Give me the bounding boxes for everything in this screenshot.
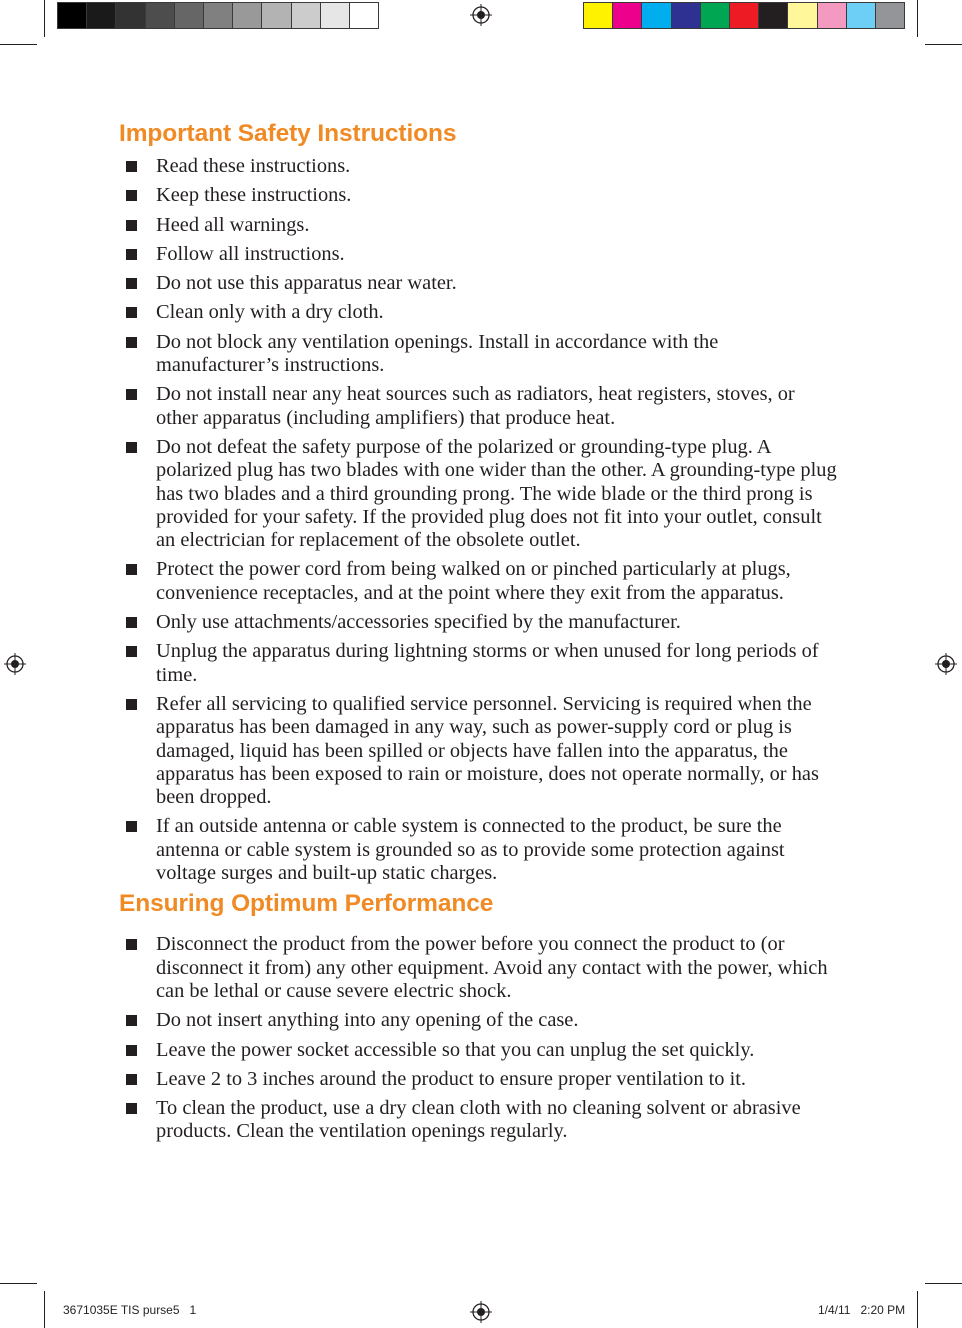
list-item: [119, 1068, 841, 1091]
square-bullet-icon: [126, 699, 137, 710]
square-bullet-icon: [126, 278, 137, 289]
list-item: [119, 693, 841, 809]
list-item: [119, 272, 841, 295]
color-swatch: [818, 3, 847, 28]
crop-mark: [44, 1291, 45, 1328]
list-item: [119, 383, 841, 430]
list-item-text: Keep these instructions.: [156, 184, 352, 207]
color-swatch: [321, 3, 350, 28]
list-item-text: Do not insert anything into any opening of the case.: [156, 1009, 579, 1032]
list-item-text: Follow all instructions.: [156, 242, 345, 265]
registration-mark-icon: [470, 4, 492, 26]
color-swatch: [292, 3, 321, 28]
page-content: [119, 118, 841, 1150]
list-item-text: Clean only with a dry cloth.: [156, 301, 384, 324]
color-swatch: [847, 3, 876, 28]
square-bullet-icon: [126, 1074, 137, 1085]
square-bullet-icon: [126, 939, 137, 950]
list-item-text: Leave 2 to 3 inches around the product to ensure proper ventilation to it.: [156, 1067, 747, 1090]
list-item-text: Refer all servicing to qualified service personnel. Servicing is required when the apparatus has been damaged in any way, such as power-supply cord or plug is damaged, liquid has been spilled or objects have fallen into the apparatus, the apparatus has been exposed to rain or moisture, does not operate normally, or has been dropped.: [156, 692, 819, 809]
list-item-text: Disconnect the product from the power before you connect the product to (or disconnect it from) any other equipment. Avoid any contact with the power, which can be lethal or cause severe electric shock.: [156, 933, 828, 1002]
list-item: [119, 436, 841, 552]
performance-tips-list: [119, 933, 841, 1143]
color-swatch: [876, 3, 904, 28]
list-item: [119, 1039, 841, 1062]
list-item: [119, 558, 841, 605]
square-bullet-icon: [126, 249, 137, 260]
color-swatch: [87, 3, 116, 28]
square-bullet-icon: [126, 337, 137, 348]
list-item: [119, 1009, 841, 1032]
list-item-text: Do not use this apparatus near water.: [156, 272, 457, 295]
crop-mark: [925, 44, 962, 45]
square-bullet-icon: [126, 307, 137, 318]
registration-mark-icon: [4, 653, 26, 675]
crop-mark: [44, 0, 45, 37]
list-item: [119, 243, 841, 266]
square-bullet-icon: [126, 190, 137, 201]
list-item: [119, 933, 841, 1003]
crop-mark: [917, 0, 918, 37]
color-swatch: [759, 3, 788, 28]
list-item: [119, 1097, 841, 1144]
square-bullet-icon: [126, 442, 137, 453]
list-item: [119, 214, 841, 237]
list-item-text: Protect the power cord from being walked on or pinched particularly at plugs, convenience receptacles, and at the point where they exit from the apparatus.: [156, 558, 791, 604]
registration-mark-icon: [935, 653, 957, 675]
safety-instructions-section: [119, 118, 841, 885]
color-swatch: [613, 3, 642, 28]
list-item-text: Only use attachments/accessories specified by the manufacturer.: [156, 611, 681, 634]
color-swatch: [175, 3, 204, 28]
square-bullet-icon: [126, 564, 137, 575]
list-item-text: Do not block any ventilation openings. Install in accordance with the manufacturer’s instructions.: [156, 330, 719, 377]
square-bullet-icon: [126, 821, 137, 832]
color-swatch: [701, 3, 730, 28]
list-item-text: Read these instructions.: [156, 155, 351, 177]
color-swatch: [204, 3, 233, 28]
registration-mark-icon: [470, 1301, 492, 1323]
color-swatch: [672, 3, 701, 28]
list-item: [119, 640, 841, 687]
crop-mark: [917, 1291, 918, 1328]
color-swatch: [584, 3, 613, 28]
list-item-text: Unplug the apparatus during lightning storms or when unused for long periods of time.: [156, 640, 819, 686]
square-bullet-icon: [126, 1045, 137, 1056]
color-swatch: [788, 3, 817, 28]
list-item: [119, 155, 841, 178]
list-item-text: Do not install near any heat sources such as radiators, heat registers, stoves, or other apparatus (including amplifiers) that produce heat.: [156, 383, 795, 429]
list-item: [119, 301, 841, 324]
slug-timestamp: 1/4/11 2:20 PM: [818, 1303, 906, 1317]
list-item: [119, 815, 841, 885]
crop-mark: [0, 44, 37, 45]
section-title: Ensuring Optimum Performance: [119, 890, 494, 918]
color-swatch: [116, 3, 145, 28]
safety-instructions-list: [119, 155, 841, 885]
color-swatch: [146, 3, 175, 28]
optimum-performance-section: [119, 888, 841, 1143]
square-bullet-icon: [126, 220, 137, 231]
square-bullet-icon: [126, 646, 137, 657]
section-title: Important Safety Instructions: [119, 120, 457, 147]
crop-mark: [0, 1283, 37, 1284]
list-item: [119, 331, 841, 378]
color-swatch: [58, 3, 87, 28]
color-swatch: [642, 3, 671, 28]
list-item-text: Leave the power socket accessible so that you can unplug the set quickly.: [156, 1038, 755, 1061]
square-bullet-icon: [126, 1103, 137, 1114]
list-item-text: Do not defeat the safety purpose of the polarized or grounding-type plug. A polarized plug has two blades with one wider than the other. A grounding-type plug has two blades and a third grounding prong. The wide blade or the third prong is provided for your safety. If the provided plug does not fit into your outlet, consult an electrician for replacement of the obsolete outlet.: [156, 435, 837, 552]
square-bullet-icon: [126, 389, 137, 400]
square-bullet-icon: [126, 1015, 137, 1026]
color-swatch: [350, 3, 378, 28]
square-bullet-icon: [126, 617, 137, 628]
color-swatch: [262, 3, 291, 28]
list-item-text: Heed all warnings.: [156, 213, 310, 236]
crop-mark: [925, 1283, 962, 1284]
gray-swatch-bar: [57, 2, 379, 29]
list-item-text: To clean the product, use a dry clean cloth with no cleaning solvent or abrasive products. Clean the ventilation openings regularly.: [156, 1097, 801, 1143]
slug-file-info: 3671035E TIS purse5 1: [63, 1303, 197, 1317]
color-swatch-bar: [583, 2, 905, 29]
list-item: [119, 184, 841, 207]
color-swatch: [730, 3, 759, 28]
square-bullet-icon: [126, 161, 137, 172]
list-item-text: If an outside antenna or cable system is connected to the product, be sure the antenna or cable system is grounded so as to provide some protection against voltage surges and built-up static charges.: [156, 815, 785, 885]
list-item: [119, 611, 841, 634]
color-swatch: [233, 3, 262, 28]
